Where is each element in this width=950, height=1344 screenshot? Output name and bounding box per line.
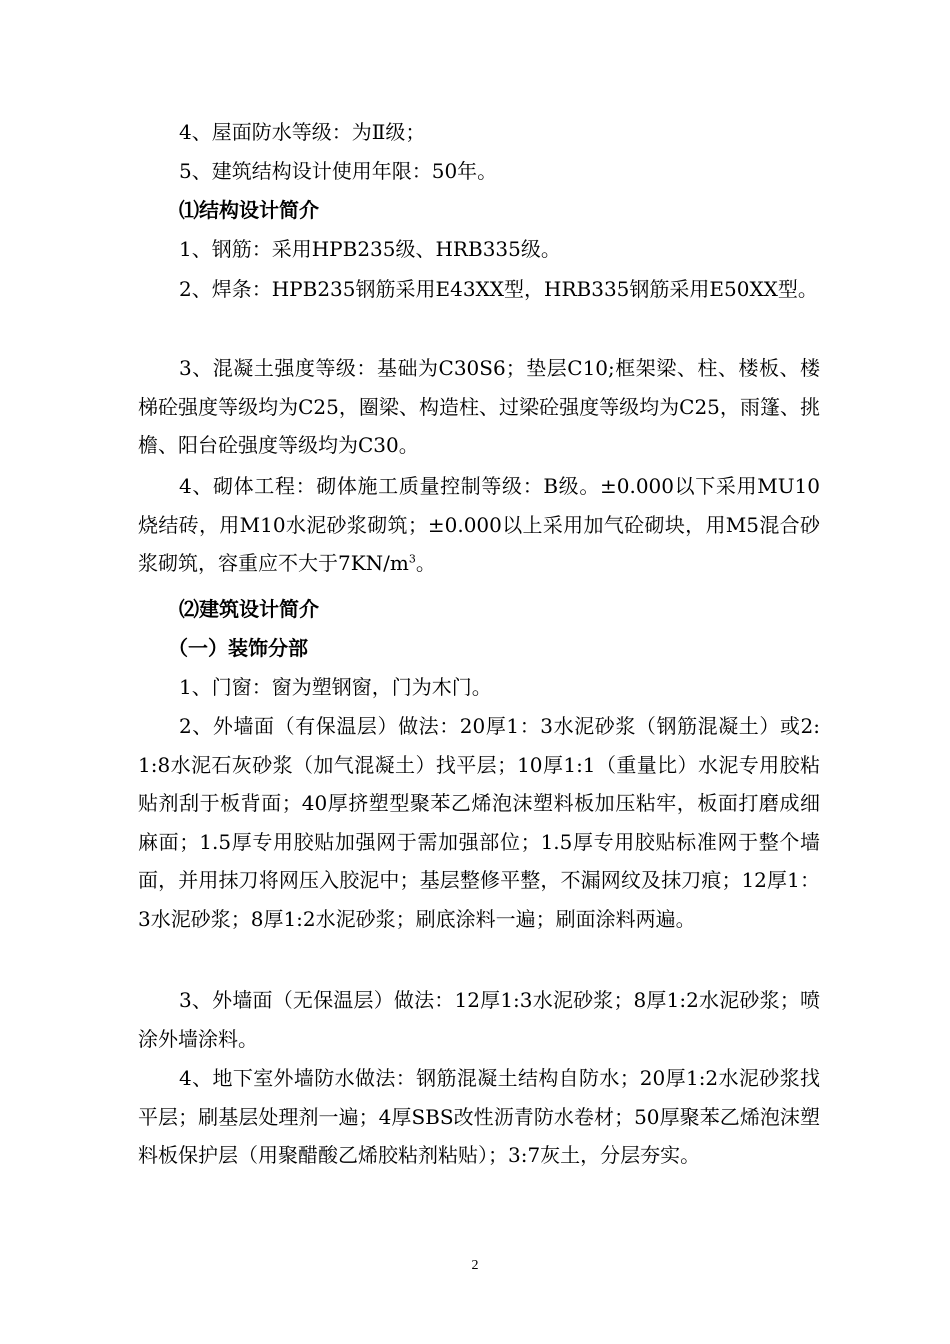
paragraph-basement-waterproof: 4、地下室外墙防水做法：钢筋混凝土结构自防水；20厚1:2水泥砂浆找平层；刷基层处理剂一遍；4厚SBS改性沥青防水卷材；50厚聚苯乙烯泡沫塑料板保护层（用聚醋酸乙烯胶粘剂粘贴）；3:7灰土，分层夯实。: [138, 1066, 820, 1167]
paragraph-rebar: 1、钢筋：采用HPB235级、HRB335级。: [179, 237, 561, 261]
paragraph-roof-waterproof: 4、屋面防水等级：为Ⅱ级；: [179, 120, 426, 144]
masonry-end: 。: [415, 551, 436, 575]
heading-structure-design: ⑴结构设计简介: [179, 198, 319, 222]
heading-architecture-design: ⑵建筑设计简介: [179, 597, 319, 621]
paragraph-masonry: [138, 467, 820, 583]
paragraph-exterior-wall-uninsulated: 3、外墙面（无保温层）做法：12厚1:3水泥砂浆；8厚1:2水泥砂浆；喷涂外墙涂料。: [138, 988, 820, 1051]
page-number: 2: [471, 1258, 479, 1273]
paragraph-doors-windows: 1、门窗：窗为塑钢窗，门为木门。: [179, 675, 492, 699]
heading-decoration-section: （一）装饰分部: [168, 636, 308, 660]
paragraph-concrete-grade: 3、混凝土强度等级：基础为C30S6；垫层C10;框架梁、柱、楼板、楼梯砼强度等级均为C25，圈梁、构造柱、过梁砼强度等级均为C25，雨篷、挑檐、阳台砼强度等级均为C30。: [138, 356, 820, 457]
paragraph-service-life: 5、建筑结构设计使用年限：50年。: [179, 159, 498, 183]
masonry-text: 4、砌体工程：砌体施工质量控制等级：B级。±0.000以下采用MU10烧结砖，用M10水泥砂浆砌筑；±0.000以上采用加气砼砌块，用M5混合砂浆砌筑，容重应不大于7KN/m: [138, 474, 820, 575]
paragraph-exterior-wall-insulated: 2、外墙面（有保温层）做法：20厚1：3水泥砂浆（钢筋混凝土）或2:1:8水泥石灰砂浆（加气混凝土）找平层；10厚1:1（重量比）水泥专用胶粘贴剂刮于板背面；40厚挤塑型聚苯乙烯泡沫塑料板加压粘牢，板面打磨成细麻面；1.5厚专用胶贴加强网于需加强部位；1.5厚专用胶贴标准网于整个墙面，并用抹刀将网压入胶泥中；基层整修平整，不漏网纹及抹刀痕；12厚1：3水泥砂浆；8厚1:2水泥砂浆；刷底涂料一遍；刷面涂料两遍。: [138, 714, 820, 931]
superscript-three: 3: [408, 552, 416, 566]
paragraph-welding-rod: 2、焊条：HPB235钢筋采用E43XX型，HRB335钢筋采用E50XX型。: [179, 277, 818, 301]
